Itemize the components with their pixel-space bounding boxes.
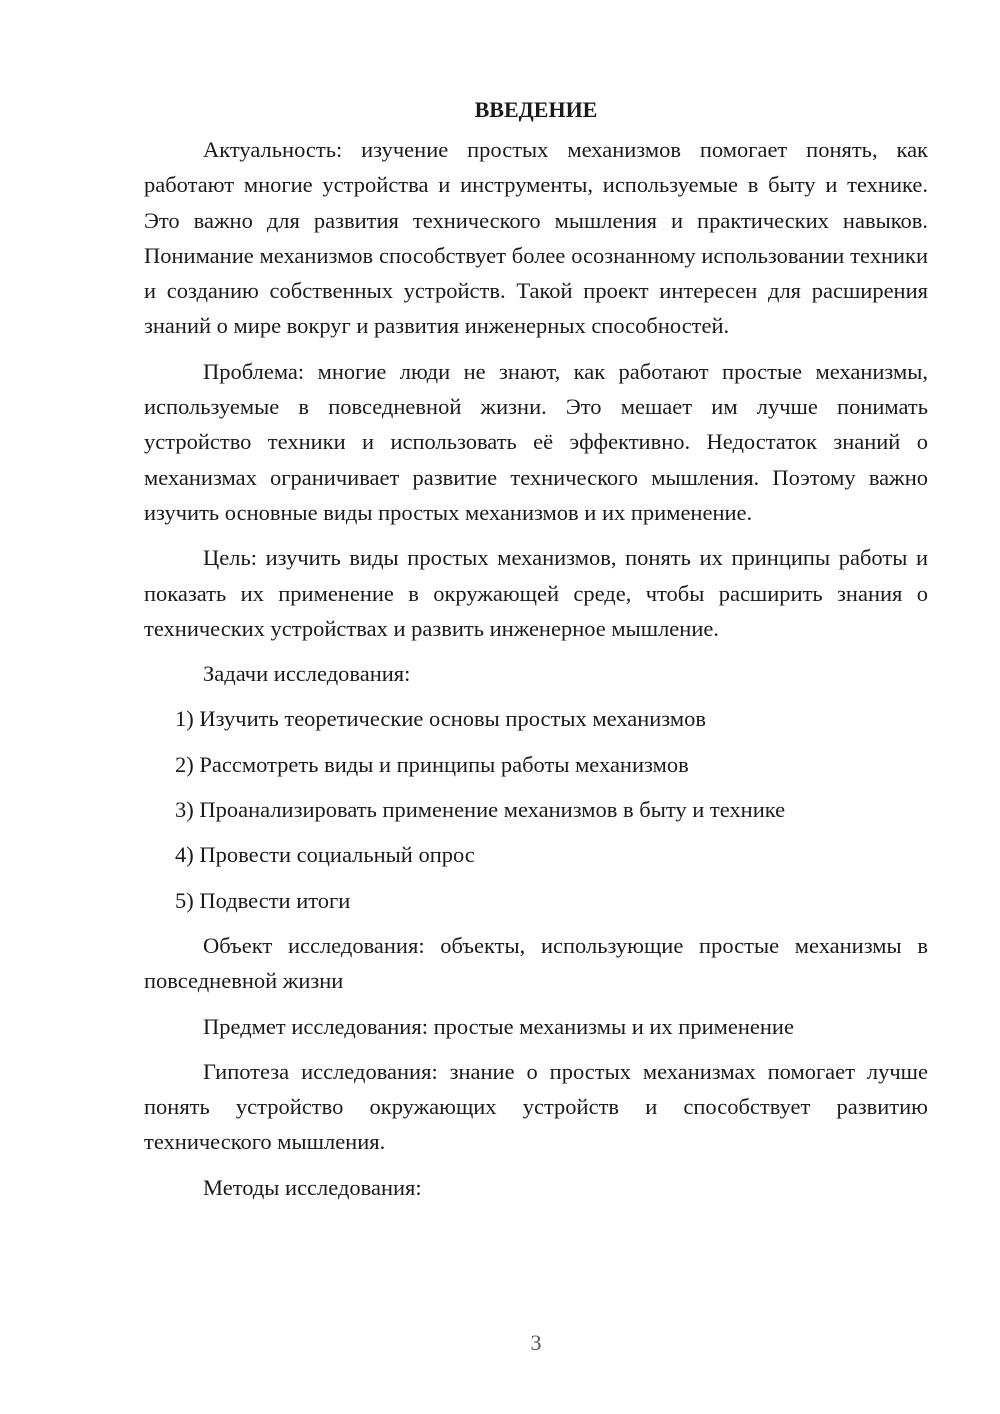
object-paragraph: Объект исследования: объекты, использующие простые механизмы в повседневной жизни: [144, 932, 928, 994]
tasks-list: [144, 701, 928, 917]
relevance-paragraph: Актуальность: изучение простых механизмов помогает понять, как работают многие устройства и инструменты, используемые в быту и технике. Это важно для развития технического мышления и практических навыков. Понимание механизмов способствует более осознанному использовании техники и созданию собственных устройств. Такой проект интересен для расширения знаний о мире вокруг и развития инженерных способностей.: [144, 137, 928, 339]
list-item: 1) Изучить теоретические основы простых механизмов: [175, 706, 706, 732]
list-item: 2) Рассмотреть виды и принципы работы механизмов: [175, 751, 689, 777]
document-page: [144, 92, 928, 1215]
tasks-heading: Задачи исследования:: [203, 661, 411, 687]
problem-paragraph: Проблема: многие люди не знают, как работают простые механизмы, используемые в повседневной жизни. Это мешает им лучше понимать устройство техники и использовать её эффективно. Недостаток знаний о механизмах ограничивает развитие технического мышления. Поэтому важно изучить основные виды простых механизмов и их применение.: [144, 358, 928, 525]
list-item: 5) Подвести итоги: [175, 887, 351, 913]
subject-paragraph: Предмет исследования: простые механизмы и их применение: [203, 1013, 794, 1039]
section-title: ВВЕДЕНИЕ: [474, 97, 598, 122]
list-item: 4) Провести социальный опрос: [175, 842, 475, 868]
list-item: 3) Проанализировать применение механизмов в быту и технике: [175, 797, 786, 823]
hypothesis-paragraph: Гипотеза исследования: знание о простых механизмах помогает лучше понять устройство окружающих устройств и способствует развитию технического мышления.: [144, 1058, 928, 1155]
goal-paragraph: Цель: изучить виды простых механизмов, понять их принципы работы и показать их применение в окружающей среде, чтобы расширить знания о технических устройствах и развить инженерное мышление.: [144, 545, 928, 641]
methods-heading: Методы исследования:: [203, 1174, 422, 1200]
page-number: 3: [530, 1330, 542, 1355]
